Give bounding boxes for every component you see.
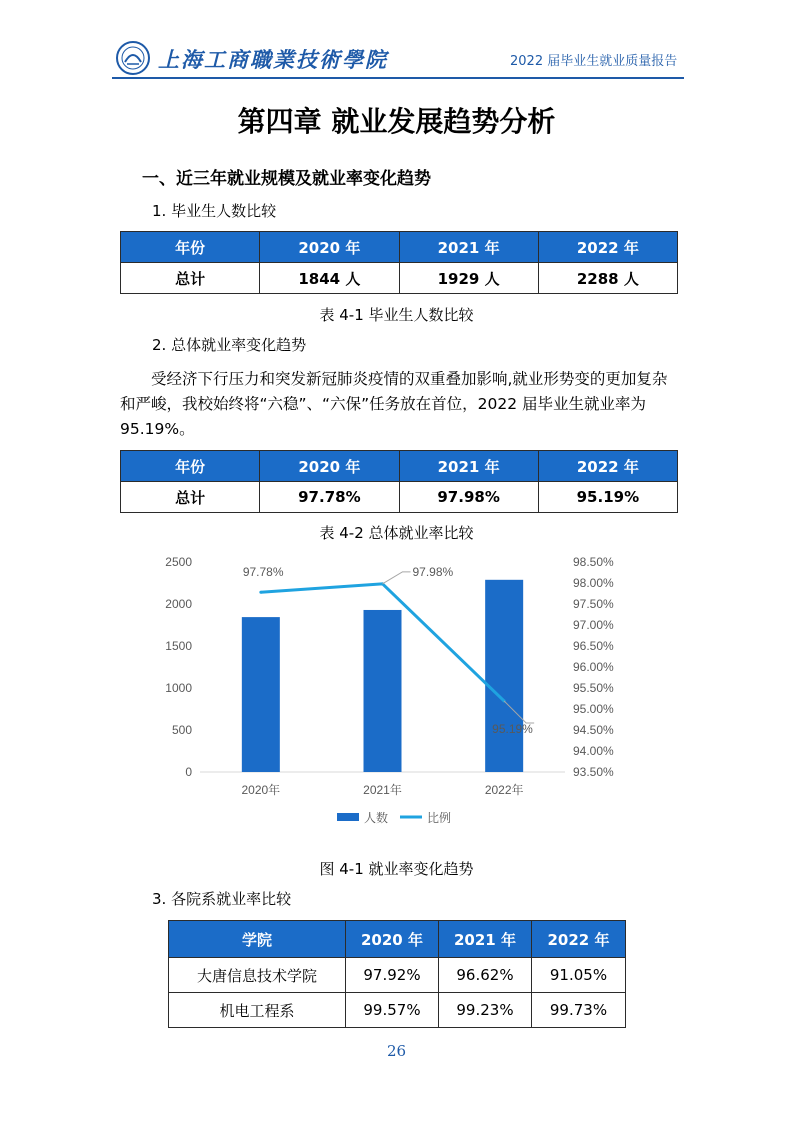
table-cell: 总计 [121, 482, 260, 513]
figure-caption: 图 4-1 就业率变化趋势 [319, 860, 474, 878]
table-header-cell: 学院 [169, 921, 346, 958]
y-right-tick-label: 95.00% [573, 702, 614, 716]
y-left-tick-label: 2500 [165, 555, 192, 569]
school-name: 上海工商職業技術學院 [158, 47, 388, 72]
employment-trend-chart [145, 550, 645, 840]
graduate-count-table [120, 231, 678, 294]
header-divider [112, 77, 684, 79]
subheading-department-rate: 3. 各院系就业率比较 [152, 890, 292, 908]
y-left-tick-label: 1000 [165, 681, 192, 695]
page-number: 26 [386, 1042, 407, 1060]
table-header-cell: 2020 年 [260, 232, 399, 263]
y-right-tick-label: 97.50% [573, 597, 614, 611]
table-cell: 96.62% [439, 958, 532, 993]
table-header-cell: 2021 年 [399, 232, 538, 263]
table-cell: 97.92% [346, 958, 439, 993]
subheading-employment-trend: 2. 总体就业率变化趋势 [152, 336, 307, 354]
y-right-tick-label: 95.50% [573, 681, 614, 695]
y-right-tick-label: 94.00% [573, 744, 614, 758]
y-left-tick-label: 500 [171, 723, 192, 737]
table-header-cell: 2022 年 [538, 451, 677, 482]
y-left-tick-label: 1500 [165, 639, 192, 653]
table-header-cell: 2020 年 [260, 451, 399, 482]
y-left-tick-label: 2000 [165, 597, 192, 611]
body-paragraph: 受经济下行压力和突发新冠肺炎疫情的双重叠加影响,就业形势变的更加复杂和严峻，我校始终将“六稳”、“六保”任务放在首位，2022 届毕业生就业率为 95.19%。 [120, 370, 668, 438]
table-header-cell: 2022 年 [538, 232, 677, 263]
bar-count [242, 617, 280, 772]
table-cell: 大唐信息技术学院 [169, 958, 346, 993]
table-cell: 1844 人 [260, 263, 399, 294]
y-right-tick-label: 98.50% [573, 555, 614, 569]
bar-count [364, 610, 402, 772]
chapter-title: 第四章 就业发展趋势分析 [237, 105, 556, 138]
table-row [169, 993, 626, 1028]
table-header-cell: 年份 [121, 232, 260, 263]
y-right-tick-label: 93.50% [573, 765, 614, 779]
legend-label-count: 人数 [364, 811, 389, 825]
table-row [169, 958, 626, 993]
data-label: 97.78% [242, 565, 284, 580]
y-right-tick-label: 96.50% [573, 639, 614, 653]
y-right-tick-label: 96.00% [573, 660, 614, 674]
legend-swatch-count [337, 813, 359, 821]
table-caption: 表 4-1 毕业生人数比较 [319, 306, 474, 324]
table-cell: 99.57% [346, 993, 439, 1028]
table-header-cell: 2022 年 [532, 921, 626, 958]
data-label: 97.98% [412, 564, 454, 579]
y-right-tick-label: 94.50% [573, 723, 614, 737]
table-header-cell: 年份 [121, 451, 260, 482]
y-right-tick-label: 98.00% [573, 576, 614, 590]
table-row [121, 482, 678, 513]
table-cell: 机电工程系 [169, 993, 346, 1028]
legend-label-rate: 比例 [427, 811, 452, 825]
line-rate-point [259, 591, 262, 594]
bar-count [485, 580, 523, 772]
x-tick-label: 2022年 [484, 783, 524, 797]
table-header-cell: 2021 年 [399, 451, 538, 482]
report-title: 2022 届毕业生就业质量报告 [510, 54, 678, 69]
department-rate-table [168, 920, 626, 1028]
section-heading: 一、近三年就业规模及就业率变化趋势 [142, 169, 431, 189]
table-cell: 总计 [121, 263, 260, 294]
table-cell: 91.05% [532, 958, 626, 993]
school-logo-icon [115, 40, 151, 76]
table-header-cell: 2021 年 [439, 921, 532, 958]
x-tick-label: 2021年 [363, 783, 402, 797]
table-cell: 2288 人 [538, 263, 677, 294]
subheading-graduate-count: 1. 毕业生人数比较 [152, 202, 277, 220]
y-right-tick-label: 97.00% [573, 618, 614, 632]
data-label: 95.19% [492, 722, 533, 737]
x-tick-label: 2020年 [241, 783, 281, 797]
table-cell: 97.98% [399, 482, 538, 513]
table-cell: 99.23% [439, 993, 532, 1028]
data-label-leader [383, 572, 411, 584]
table-cell: 95.19% [538, 482, 677, 513]
table-row [121, 263, 678, 294]
table-cell: 1929 人 [399, 263, 538, 294]
table-header-cell: 2020 年 [346, 921, 439, 958]
table-cell: 97.78% [260, 482, 399, 513]
y-left-tick-label: 0 [185, 765, 192, 779]
table-caption: 表 4-2 总体就业率比较 [319, 524, 474, 542]
table-cell: 99.73% [532, 993, 626, 1028]
employment-rate-table [120, 450, 678, 513]
